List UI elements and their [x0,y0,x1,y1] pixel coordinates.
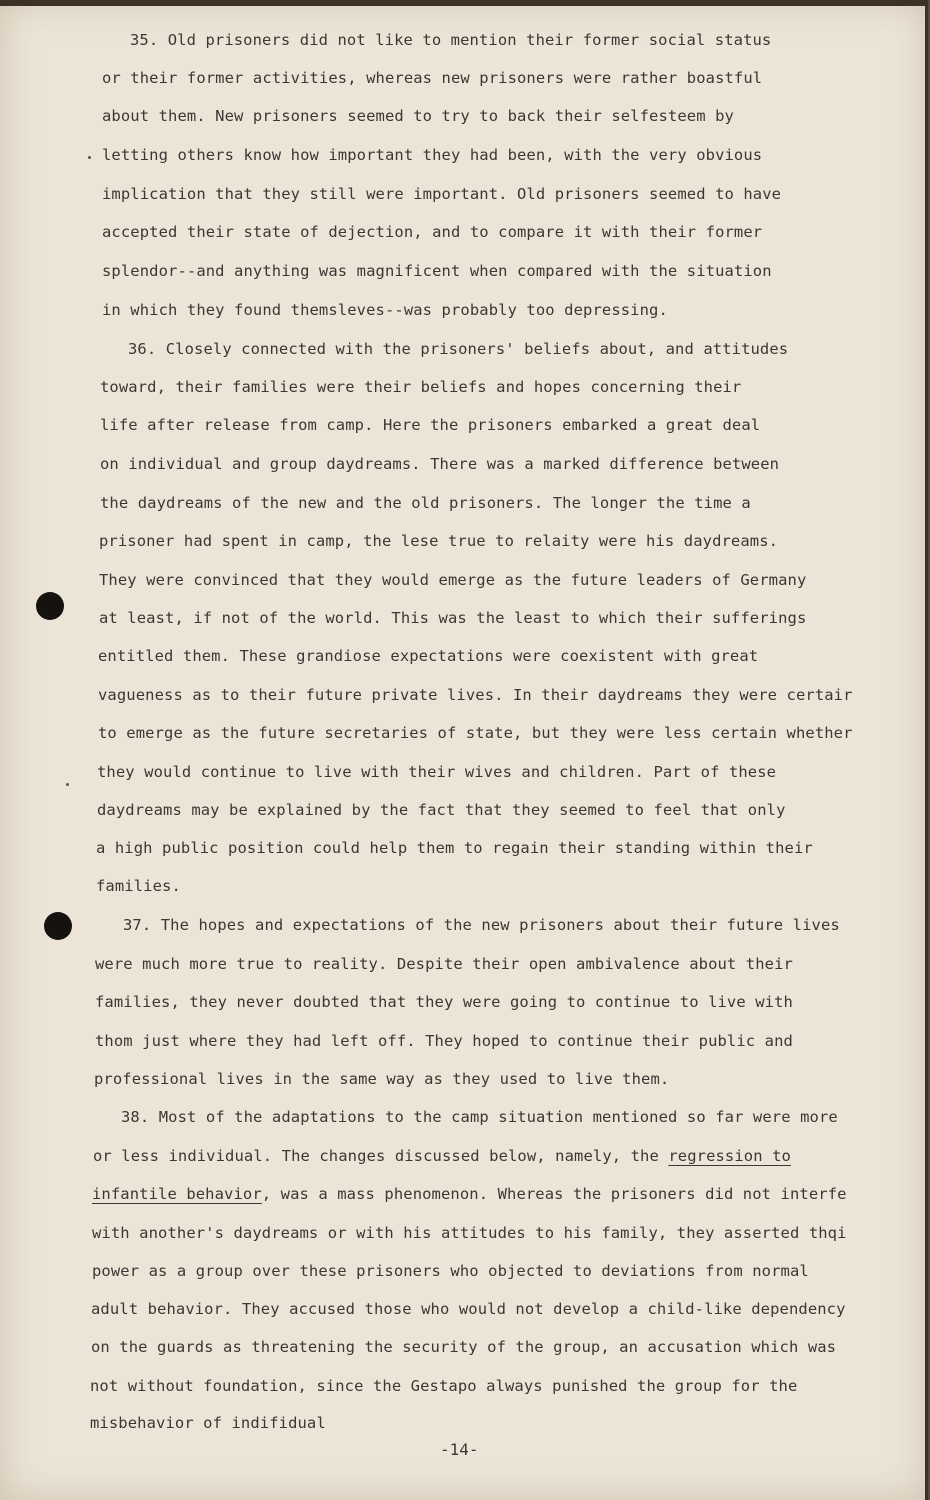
text-line: with another's daydreams or with his attitudes to his family, they asserted thqi [92,1224,847,1242]
text-line: daydreams may be explained by the fact that they seemed to feel that only [97,801,786,819]
punch-hole-upper [36,592,64,620]
text-line: letting others know how important they had been, with the very obvious [102,146,763,164]
text-line: professional lives in the same way as they used to live them. [94,1070,670,1088]
text-line [92,1184,847,1204]
text-line: life after release from camp. Here the prisoners embarked a great deal [100,416,761,434]
text-line: entitled them. These grandiose expectations were coexistent with great [98,647,759,665]
text-line [93,1146,791,1166]
text-line: vagueness as to their future private lives. In their daydreams they were certair [98,686,853,704]
text-line: at least, if not of the world. This was the least to which their sufferings [99,609,807,627]
text-line: 35. Old prisoners did not like to mention their former social status [130,31,772,49]
text-line: adult behavior. They accused those who would not develop a child-like dependency [91,1300,846,1318]
text-line: 36. Closely connected with the prisoners' beliefs about, and attitudes [128,340,789,358]
text-line: they would continue to live with their wives and children. Part of these [97,763,777,781]
text-line: a high public position could help them to regain their standing within their [96,839,813,857]
text-line: were much more true to reality. Despite their open ambivalence about their [95,955,793,973]
underlined-phrase: infantile behavior [92,1185,262,1203]
text-line: about them. New prisoners seemed to try to back their selfesteem by [102,107,734,125]
text-segment: , was a mass phenomenon. Whereas the prisoners did not interfe [261,1185,847,1203]
page-number: -14- [440,1440,479,1459]
text-line: to emerge as the future secretaries of state, but they were less certain whether [98,724,853,742]
stray-mark [88,156,91,159]
scan-top-edge [0,0,928,6]
text-line: families, they never doubted that they were going to continue to live with [95,993,793,1011]
scan-right-edge [925,0,928,1500]
stray-mark [66,783,69,786]
text-line: They were convinced that they would emerge as the future leaders of Germany [99,571,807,589]
text-line: prisoner had spent in camp, the lese true to relaity were his daydreams. [99,532,779,550]
text-line: misbehavior of indifidual [90,1414,326,1432]
text-line: 38. Most of the adaptations to the camp situation mentioned so far were more [121,1108,838,1126]
text-line: 37. The hopes and expectations of the new prisoners about their future lives [123,916,840,934]
text-line: accepted their state of dejection, and to compare it with their former [102,223,763,241]
text-line: on the guards as threatening the security of the group, an accusation which was [91,1338,837,1356]
text-line: families. [96,877,181,895]
text-line: in which they found themsleves--was probably too depressing. [102,301,668,319]
text-line: power as a group over these prisoners who objected to deviations from normal [92,1262,809,1280]
text-line: splendor--and anything was magnificent when compared with the situation [102,262,772,280]
text-line: toward, their families were their beliefs and hopes concerning their [100,378,742,396]
underlined-phrase: regression to [668,1147,791,1165]
text-line: not without foundation, since the Gestapo always punished the group for the [90,1377,798,1395]
text-line: the daydreams of the new and the old prisoners. The longer the time a [100,494,751,512]
punch-hole-lower [44,912,72,940]
text-line: implication that they still were important. Old prisoners seemed to have [102,185,782,203]
text-line: or their former activities, whereas new prisoners were rather boastful [102,69,763,87]
text-line: thom just where they had left off. They hoped to continue their public and [95,1032,793,1050]
text-segment: or less individual. The changes discussed below, namely, the [93,1147,669,1165]
text-line: on individual and group daydreams. There was a marked difference between [100,455,780,473]
